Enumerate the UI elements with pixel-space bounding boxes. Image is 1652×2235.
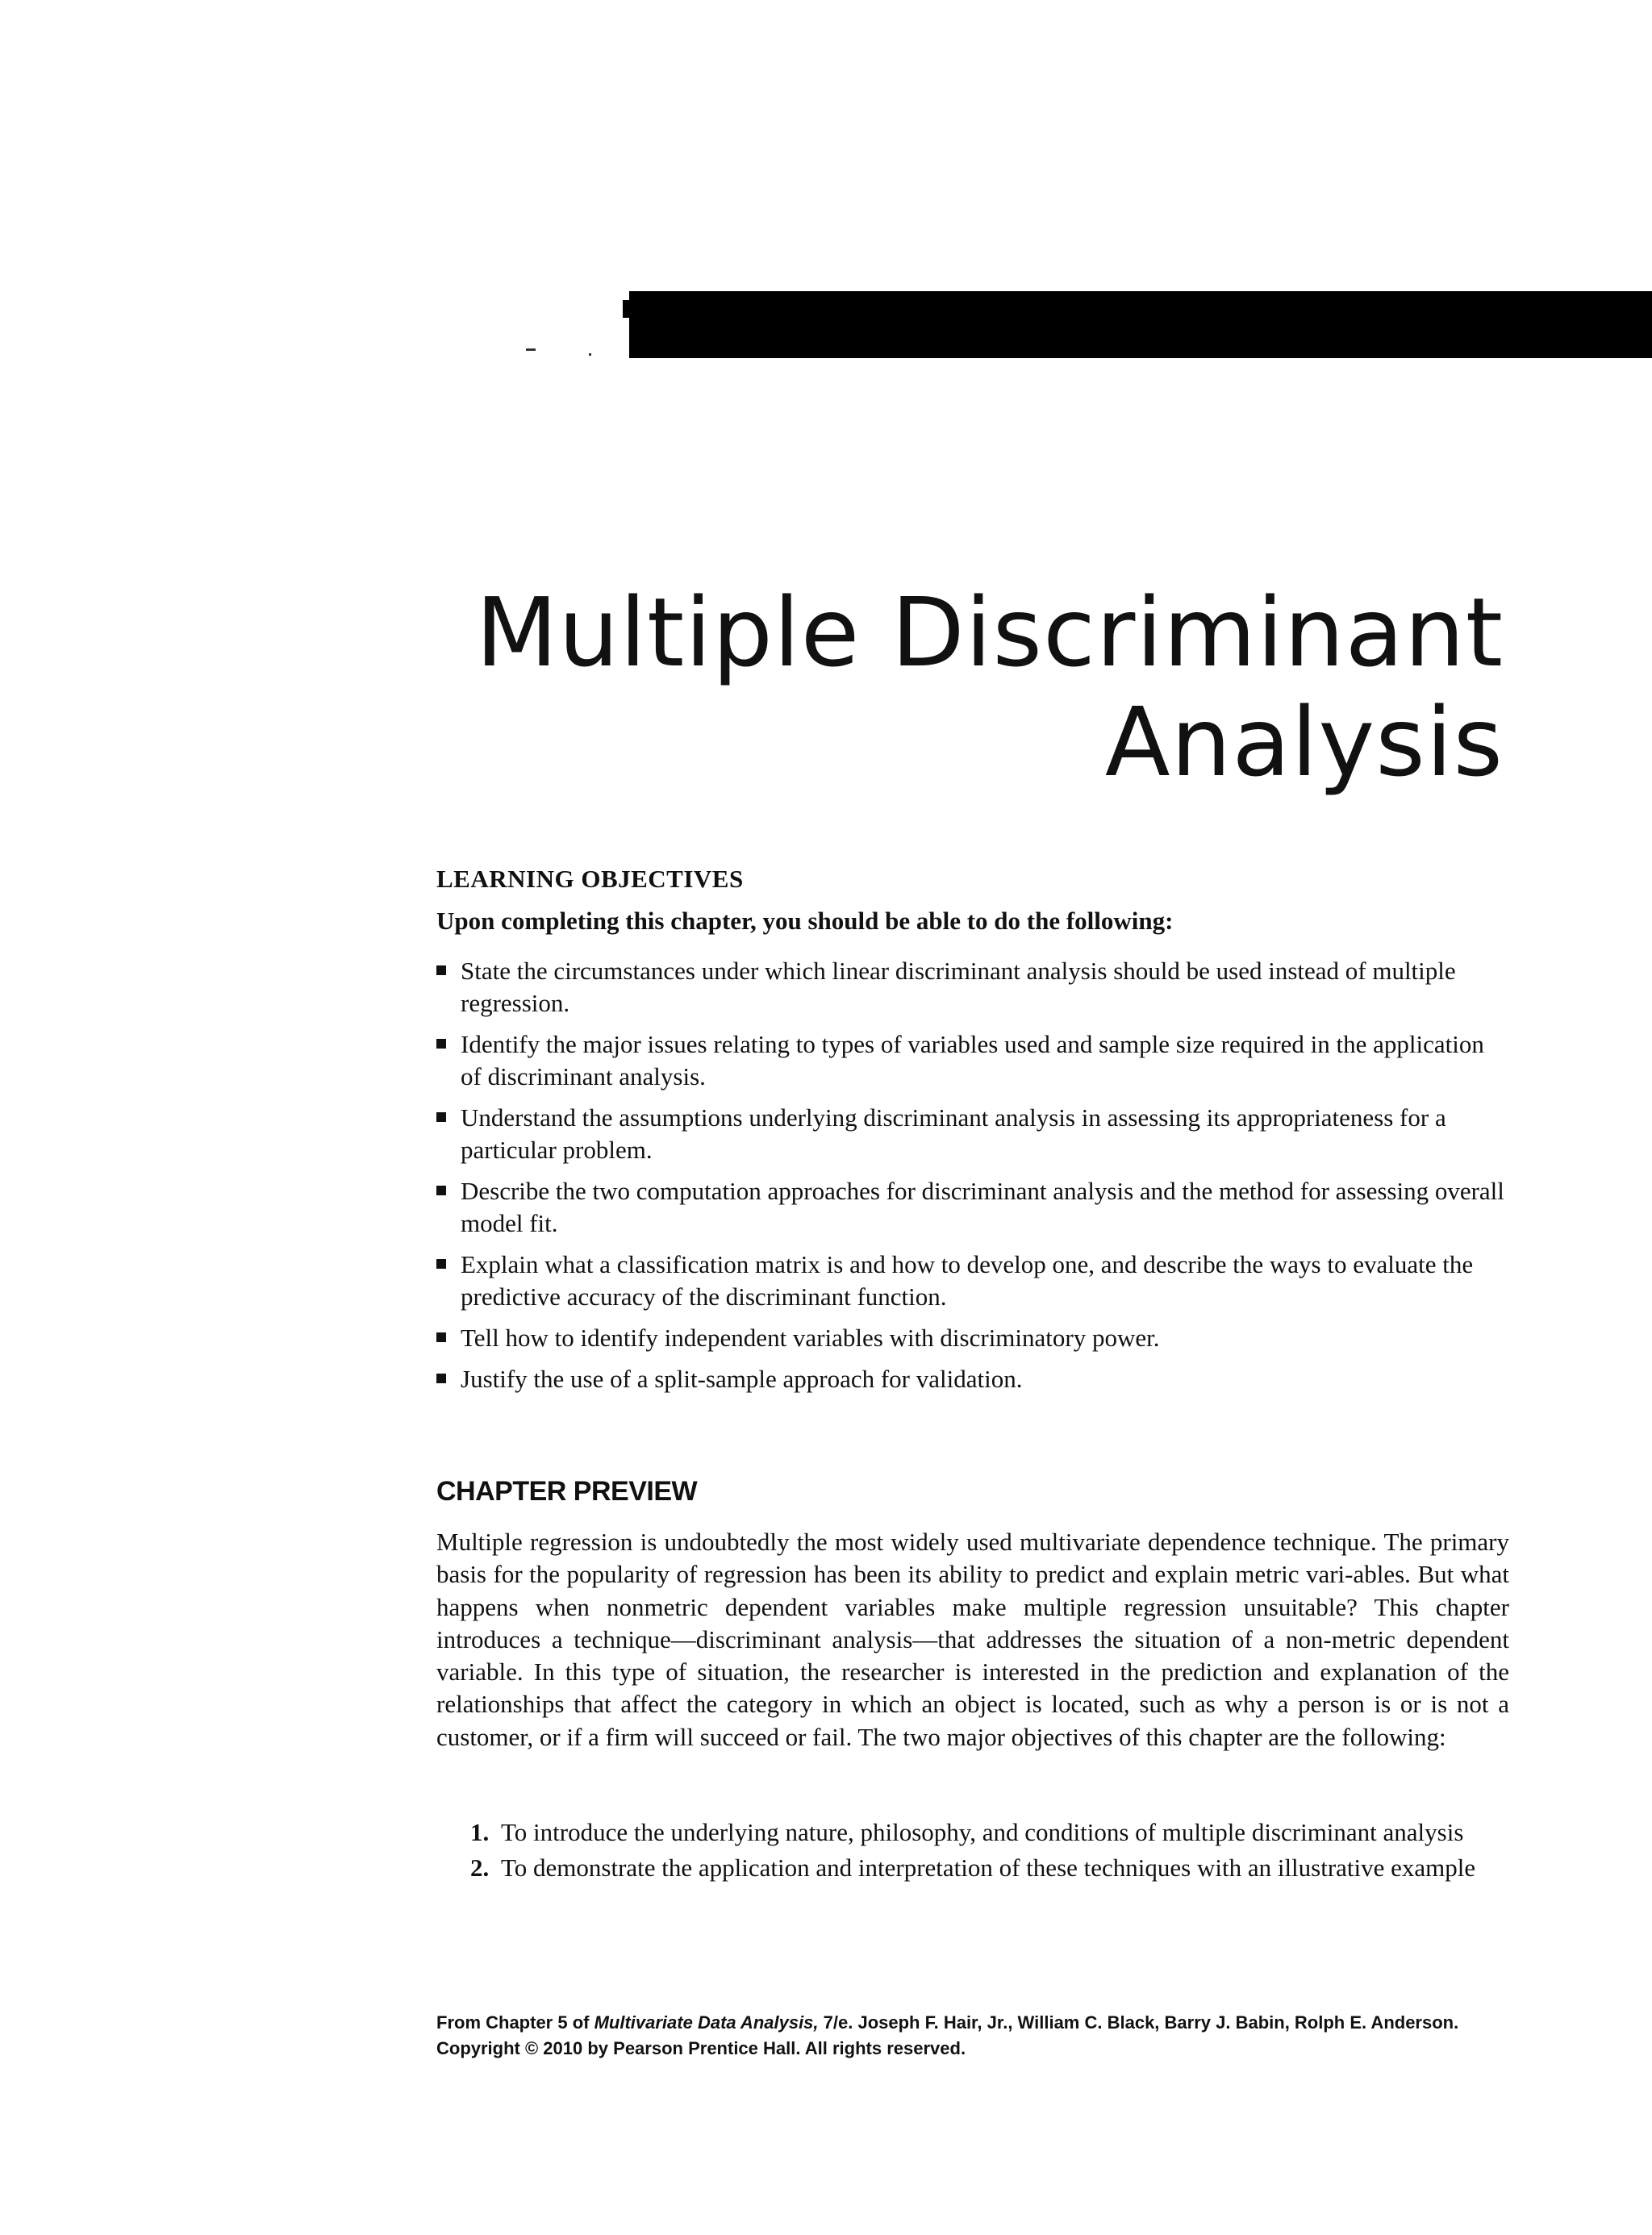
scan-mark [589, 353, 591, 356]
objective-number: 1. [470, 1818, 490, 1846]
square-bullet-icon [436, 1112, 446, 1122]
scan-mark [526, 348, 536, 351]
chapter-objectives-list [470, 1816, 1509, 1887]
source-prefix: From Chapter 5 of [436, 2012, 594, 2033]
square-bullet-icon [436, 1374, 446, 1383]
chapter-header-bar [629, 291, 1652, 358]
objective-text: To introduce the underlying nature, philosophy, and conditions of multiple discriminant analysis [501, 1818, 1464, 1846]
header-bar-tick [623, 300, 630, 318]
source-footnote [436, 2010, 1566, 2062]
chapter-preview-paragraph: Multiple regression is undoubtedly the most widely used multivariate dependence technique. The primary basis for the popularity of regression has been its ability to predict and explain metric vari-ables. But what happens when nonmetric dependent variables make multiple regression unsuitable? This chapter introduces a technique—discriminant analysis—that addresses the situation of a non-metric dependent variable. In this type of situation, the researcher is interested in the prediction and explanation of the relationships that affect the category in which an object is located, such as why a person is or is not a customer, or if a firm will succeed or fail. The two major objectives of this chapter are the following: [436, 1528, 1509, 1751]
square-bullet-icon [436, 1332, 446, 1342]
source-book-title: Multivariate Data Analysis, [594, 2012, 819, 2033]
objective-text: To demonstrate the application and interpretation of these techniques with an illustrative example [501, 1853, 1476, 1882]
square-bullet-icon [436, 1259, 446, 1269]
learning-objective-item [436, 1175, 1509, 1240]
learning-objectives-heading: LEARNING OBJECTIVES [436, 865, 744, 893]
learning-objectives-list [436, 955, 1509, 1404]
square-bullet-icon [436, 965, 446, 975]
learning-objectives-intro: Upon completing this chapter, you should be able to do the following: [436, 907, 1174, 935]
chapter-objective-item [470, 1816, 1509, 1849]
learning-objective-item [436, 1322, 1509, 1354]
learning-objective-item [436, 1028, 1509, 1093]
learning-objective-text: Understand the assumptions underlying discriminant analysis in assessing its appropriateness for a particular problem. [461, 1103, 1446, 1164]
objective-number: 2. [470, 1853, 490, 1882]
learning-objective-text: Describe the two computation approaches for discriminant analysis and the method for assessing overall model fit. [461, 1177, 1504, 1237]
learning-objective-text: Identify the major issues relating to types of variables used and sample size required in the application of discriminant analysis. [461, 1030, 1484, 1090]
chapter-objective-item [470, 1852, 1509, 1884]
learning-objective-text: State the circumstances under which linear discriminant analysis should be used instead of multiple regression. [461, 957, 1456, 1017]
source-suffix: 7/e. Joseph F. Hair, Jr., William C. Black, Barry J. Babin, Rolph E. Anderson. [818, 2012, 1459, 2033]
learning-objective-item [436, 1363, 1509, 1395]
learning-objective-item [436, 1249, 1509, 1313]
chapter-title-line-2: Analysis [1104, 686, 1504, 798]
square-bullet-icon [436, 1039, 446, 1049]
chapter-title [294, 578, 1504, 797]
chapter-title-line-1: Multiple Discriminant [475, 577, 1504, 688]
chapter-preview-heading: CHAPTER PREVIEW [436, 1476, 698, 1507]
learning-objective-item [436, 955, 1509, 1020]
copyright-line: Copyright © 2010 by Pearson Prentice Hall. All rights reserved. [436, 2038, 966, 2058]
learning-objective-text: Tell how to identify independent variables with discriminatory power. [461, 1324, 1160, 1352]
learning-objective-text: Explain what a classification matrix is and how to develop one, and describe the ways to evaluate the predictive accuracy of the discriminant function. [461, 1250, 1474, 1311]
source-citation-line [436, 2010, 1566, 2036]
learning-objective-item [436, 1102, 1509, 1166]
learning-objective-text: Justify the use of a split-sample approach for validation. [461, 1365, 1023, 1393]
square-bullet-icon [436, 1186, 446, 1195]
